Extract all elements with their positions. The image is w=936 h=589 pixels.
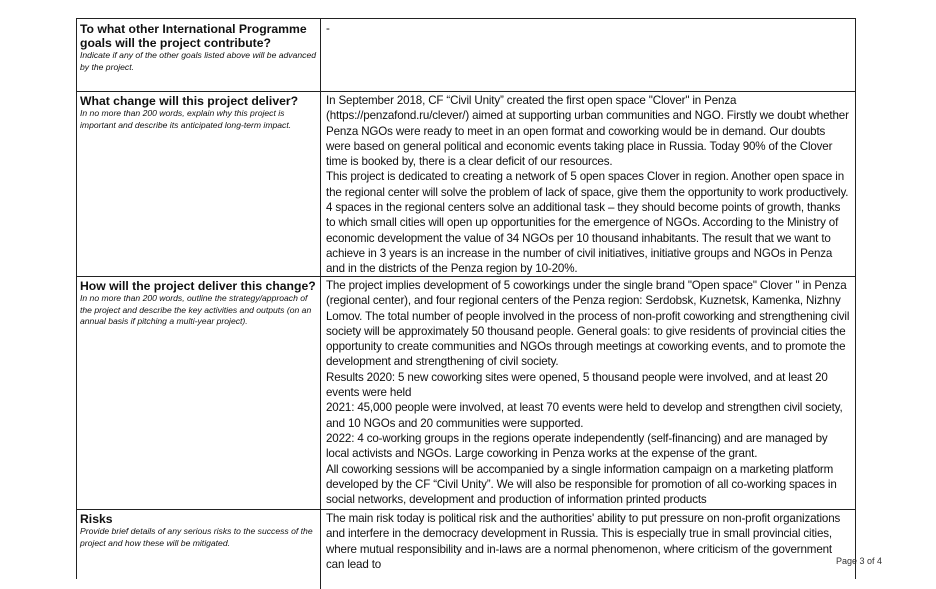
answer-paragraph: The main risk today is political risk and the authorities' ability to put pressure on non-profit organizations and interfere in the democracy development in Russia. This is especially true in small provincial cities, where mutual responsibility and in-laws are a normal phenomenon, where criticism of the government can lead to xyxy=(326,512,841,571)
answer-cell xyxy=(321,276,855,509)
answer-paragraph: 2022: 4 co-working groups in the regions operate independently (self-financing) and are managed by local activists and NGOs. Large coworking in Penza works at the expense of the grant. xyxy=(326,431,828,461)
table-row xyxy=(77,91,855,277)
question-hint: In no more than 200 words, explain why this project is important and describe its anticipated long-term impact. xyxy=(80,108,292,130)
answer-cell xyxy=(321,509,855,589)
table-row xyxy=(77,276,855,510)
form-table xyxy=(76,18,856,579)
question-hint: Indicate if any of the other goals listed above will be advanced by the project. xyxy=(80,50,317,72)
answer-cell xyxy=(321,91,855,276)
question-cell xyxy=(77,19,321,91)
answer-paragraph: Results 2020: 5 new coworking sites were opened, 5 thousand people were involved, and at least 20 events were held xyxy=(326,370,828,400)
answer-paragraph: 2021: 45,000 people were involved, at least 70 events were held to develop and strengthen civil society, and 10 NGOs and 20 communities were supported. xyxy=(326,401,843,430)
table-row xyxy=(77,509,855,589)
question-hint: Provide brief details of any serious risks to the success of the project and how these will be mitigated. xyxy=(80,526,313,548)
page-number: Page 3 of 4 xyxy=(836,556,883,566)
answer-paragraph: This project is dedicated to creating a network of 5 open spaces Clover in region. Another open space in the regional center will solve the problem of lack of space, give them the opportunity to work productively. 4 spaces in the regional centers solve an additional task – they should become points of growth, thanks to which small cities will open up opportunities for the emergence of NGOs. According to the Ministry of economic development the value of 34 NGOs per 10 thousand inhabitants. The result that we want to achieve in 3 years is an increase in the number of civil initiatives, initiative groups and NGOs in Penza and in the districts of the Penza region by 10-20%. xyxy=(326,170,849,276)
question-label: How will the project deliver this change? xyxy=(80,279,316,293)
question-label: Risks xyxy=(80,512,113,526)
question-cell xyxy=(77,509,321,589)
question-cell xyxy=(77,91,321,276)
question-label: To what other International Programme goals will the project contribute? xyxy=(80,22,307,50)
answer-paragraph: The project implies development of 5 coworkings under the single brand "Open space" Clover " in Penza (regional center), and four regional centers of the Penza region: Serdobsk, Kuznetsk, Kamenka, Nizhny Lomov. The total number of people involved in the process of non-profit coworking and strengthening civil society will be approximately 50 thousand people. General goals: to give residents of provincial cities the opportunity to create communities and NGOs through meetings at coworking events, and to promote the development and strengthening of civil society. xyxy=(326,279,850,369)
answer-cell xyxy=(321,19,855,91)
answer-text: - xyxy=(326,22,330,35)
question-hint: In no more than 200 words, outline the strategy/approach of the project and describe the key activities and outputs (on an annual basis if pitching a multi-year project). xyxy=(80,293,312,326)
answer-paragraph: All coworking sessions will be accompanied by a single information campaign on a marketing platform developed by the CF “Civil Unity”. We will also be responsible for promotion of all co-working spaces in social networks, development and production of information printed products xyxy=(326,462,837,507)
question-label: What change will this project deliver? xyxy=(80,94,299,108)
answer-paragraph: In September 2018, CF “Civil Unity” created the first open space "Clover" in Penza (https://penzafond.ru/clever/) aimed at supporting urban communities and NGO. Firstly we doubt whether Penza NGOs were ready to meet in an open format and coworking would be in demand. Our doubts were based on general political and economic events taking place in Russia. Today 90% of the Clover time is booked by, there is a clear deficit of our resources. xyxy=(326,94,849,169)
question-cell xyxy=(77,276,321,509)
table-row xyxy=(77,19,855,92)
